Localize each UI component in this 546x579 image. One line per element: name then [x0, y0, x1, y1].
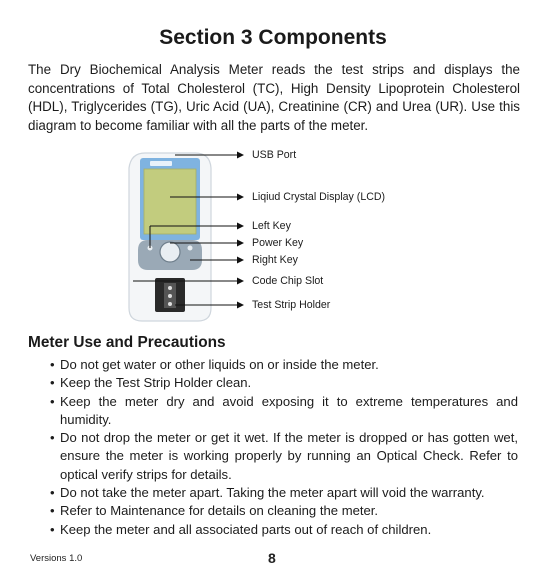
section-title: Section 3 Components	[159, 26, 387, 49]
list-item: • Do not get water or other liquids on or inside the meter.	[50, 356, 518, 374]
page-number: 8	[268, 550, 276, 566]
meter-diagram	[0, 148, 546, 323]
precautions-heading: Meter Use and Precautions	[28, 334, 226, 351]
meter-illustration	[0, 148, 546, 323]
list-item: • Keep the Test Strip Holder clean.	[50, 374, 518, 392]
list-item: • Do not drop the meter or get it wet. If the meter is dropped or has gotten wet, ensure the meter is working properly by running an Optical Check. Refer to optical verify strips for details.	[50, 429, 518, 484]
label-right-key: Right Key	[252, 254, 298, 266]
lcd-screen	[144, 169, 196, 234]
list-item: • Do not take the meter apart. Taking the meter apart will void the warranty.	[50, 484, 518, 502]
label-usb-port: USB Port	[252, 149, 297, 161]
label-power-key: Power Key	[252, 237, 304, 249]
precautions-list	[50, 356, 518, 539]
label-test-strip-holder: Test Strip Holder	[252, 299, 331, 311]
list-item: • Refer to Maintenance for details on cleaning the meter.	[50, 502, 518, 520]
label-left-key: Left Key	[252, 220, 291, 232]
list-item: • Keep the meter and all associated parts out of reach of children.	[50, 521, 518, 539]
list-item: • Keep the meter dry and avoid exposing it to extreme temperatures and humidity.	[50, 393, 518, 430]
version-label: Versions 1.0	[30, 553, 83, 564]
label-code-chip-slot: Code Chip Slot	[252, 275, 324, 287]
label-lcd: Liqiud Crystal Display (LCD)	[252, 191, 386, 203]
power-key-graphic	[160, 242, 180, 262]
intro-paragraph: The Dry Biochemical Analysis Meter reads the test strips and displays the concentrations of Total Cholesterol (TC), High Density Lipoprotein Cholesterol (HDL), Triglycerides (TG), Uric Acid (UA), Creatinine (CR) and Urea (UR). Use this diagram to become familiar with all the parts of the meter.	[28, 62, 520, 133]
